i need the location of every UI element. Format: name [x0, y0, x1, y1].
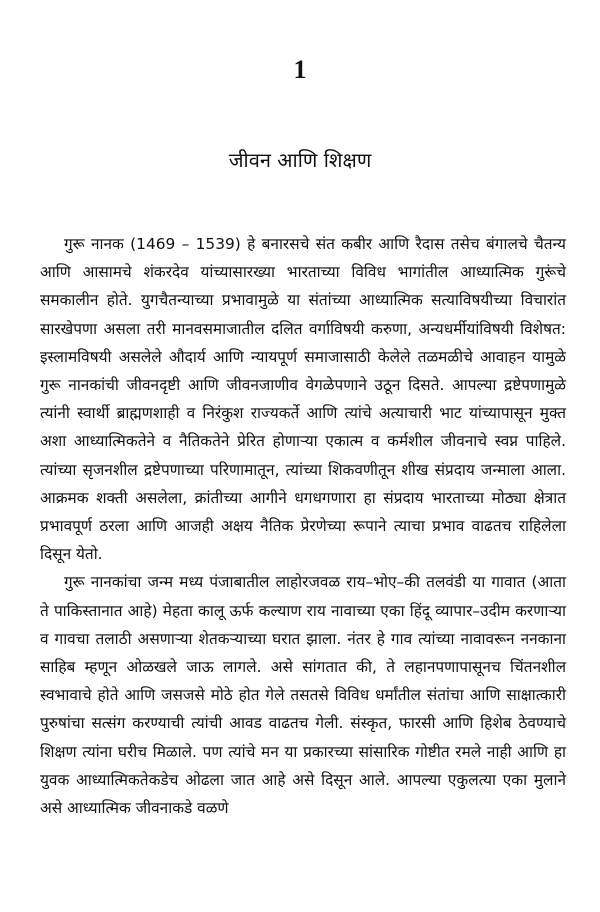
body-text [40, 230, 566, 822]
paragraph: गुरू नानकांचा जन्म मध्य पंजाबातील लाहोरजवळ राय–भोए–की तलवंडी या गावात (आता ते पाकिस्तानात आहे) मेहता कालू ऊर्फ कल्याण राय नावाच्या एका हिंदू व्यापार–उदीम करणाऱ्या व गावचा तलाठी असणाऱ्या शेतकऱ्याच्या घरात झाला. नंतर हे गाव त्यांच्या नावावरून ननकाना साहिब म्हणून ओळखले जाऊ लागले. असे सांगतात की, ते लहानपणापासूनच चिंतनशील स्वभावाचे होते आणि जसजसे मोठे होत गेले तसतसे विविध धर्मांतील संतांचा आणि साक्षात्कारी पुरुषांचा सत्संग करण्याची त्यांची आवड वाढतच गेली. संस्कृत, फारसी आणि हिशेब ठेवण्याचे शिक्षण त्यांना घरीच मिळाले. पण त्यांचे मन या प्रकारच्या सांसारिक गोष्टीत रमले नाही आणि हा युवक आध्यात्मिकतेकडेच ओढला जात आहे असे दिसून आले. आपल्या एकुलत्या एका मुलाने असे आध्यात्मिक जीवनाकडे वळणे [40, 573, 566, 818]
paragraph: गुरू नानक (1469 – 1539) हे बनारसचे संत कबीर आणि रैदास तसेच बंगालचे चैतन्य आणि आसामचे शंकरदेव यांच्यासारख्या भारताच्या विविध भागांतील आध्यात्मिक गुरूंचे समकालीन होते. युगचैतन्याच्या प्रभावामुळे या संतांच्या आध्यात्मिक सत्याविषयीच्या विचारांत सारखेपणा असला तरी मानवसमाजातील दलित वर्गाविषयी करुणा, अन्यधर्मीयांविषयी विशेषत: इस्लामविषयी असलेले औदार्य आणि न्यायपूर्ण समाजासाठी केलेले तळमळीचे आवाहन यामुळे गुरू नानकांची जीवनदृष्टी आणि जीवनजाणीव वेगळेपणाने उठून दिसते. आपल्या द्रष्टेपणामुळे त्यांनी स्वार्थी ब्राह्मणशाही व निरंकुश राज्यकर्ते आणि त्यांचे अत्याचारी भाट यांच्यापासून मुक्त अशा आध्यात्मिकतेने व नैतिकतेने प्रेरित होणाऱ्या एकात्म व कर्मशील जीवनाचे स्वप्न पाहिले. त्यांच्या सृजनशील द्रष्टेपणाच्या परिणामातून, त्यांच्या शिकवणीतून शीख संप्रदाय जन्माला आला. आक्रमक शक्ती असलेला, क्रांतीच्या आगीने धगधगणारा हा संप्रदाय भारताच्या मोठ्या क्षेत्रात प्रभावपूर्ण ठरला आणि आजही अक्षय नैतिक प्रेरणेच्या रूपाने त्याचा प्रभाव वाढतच राहिलेला दिसून येतो. [40, 235, 566, 564]
chapter-number: 1 [293, 55, 307, 84]
chapter-title: जीवन आणि शिक्षण [228, 148, 372, 172]
